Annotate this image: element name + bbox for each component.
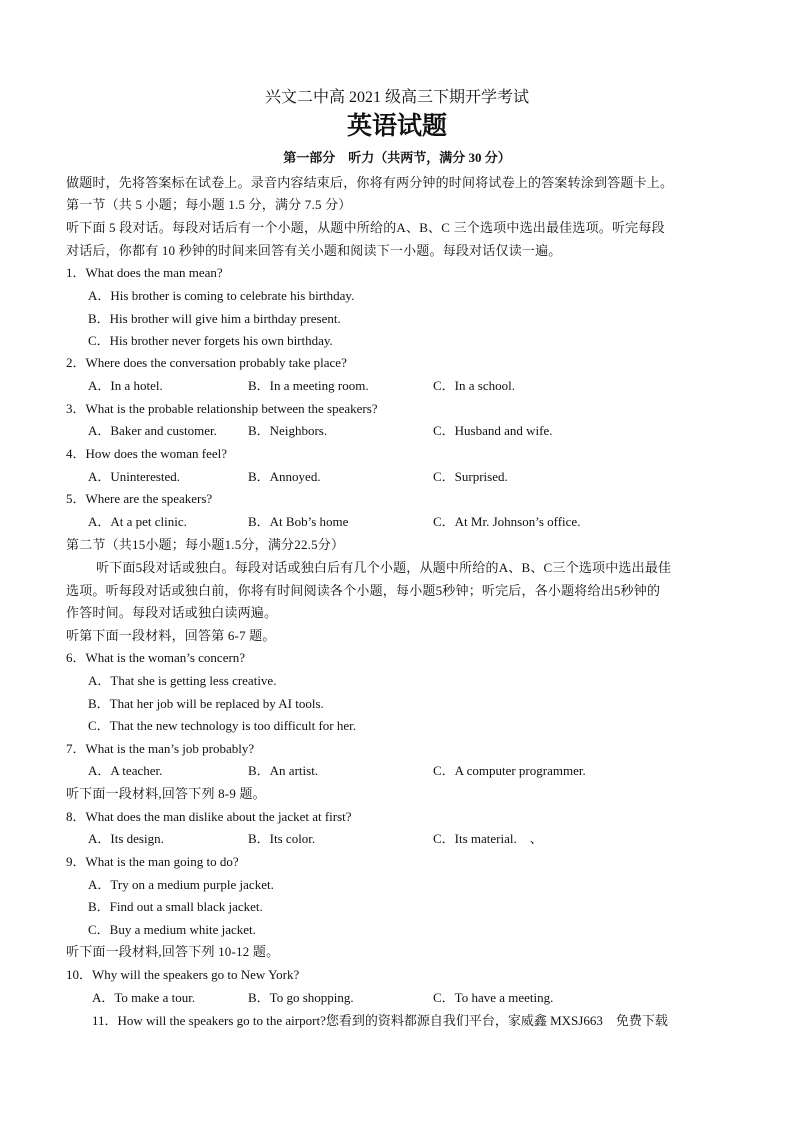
question-text: How will the speakers go to the airport?您看到的资料都源自我们平台，家威鑫 MXSJ663 免费下载 (117, 1013, 668, 1028)
subject-title: 英语试题 (346, 113, 447, 140)
question-9 (66, 851, 239, 870)
question-number: 4． (66, 446, 86, 461)
option-c[interactable]: C．Surprised. (433, 469, 508, 484)
option-b[interactable]: B．Its color. (248, 831, 316, 846)
question-number: 3． (66, 401, 86, 416)
option-c[interactable]: C．That the new technology is too difficult for her. (88, 718, 357, 733)
lead-10-12: 听下面一段材料,回答下列 10-12 题。 (66, 944, 280, 959)
question-5 (66, 488, 212, 507)
option-b[interactable]: B．At Bob’s home (248, 514, 349, 529)
option-a[interactable]: A．To make a tour. (92, 990, 196, 1005)
question-number: 5． (66, 491, 86, 506)
option-b[interactable]: B．To go shopping. (248, 990, 354, 1005)
option-a[interactable]: A．In a hotel. (88, 378, 163, 393)
question-8 (66, 806, 352, 825)
section2-instruction-line2: 选项。听每段对话或独白前，你将有时间阅读各个小题，每小题5秒钟；听完后，各小题将给出5秒钟的 (66, 583, 661, 598)
question-number: 6． (66, 650, 86, 665)
question-number: 11． (92, 1013, 118, 1028)
option-a[interactable]: A．Try on a medium purple jacket. (88, 877, 274, 892)
option-c[interactable]: C．To have a meeting. (433, 990, 554, 1005)
lead-6-7: 听第下面一段材料，回答第 6-7 题。 (66, 628, 276, 643)
option-c[interactable]: C．His brother never forgets his own birthday. (88, 333, 333, 348)
question-text: Why will the speakers go to New York? (92, 967, 300, 982)
option-a[interactable]: A．A teacher. (88, 763, 163, 778)
question-text: What is the probable relationship between the speakers? (85, 401, 378, 416)
question-6 (66, 647, 245, 666)
section1-heading: 第一节（共 5 小题；每小题 1.5 分，满分 7.5 分） (66, 197, 352, 212)
question-text: What does the man dislike about the jacket at first? (85, 809, 352, 824)
section2-instruction-line3: 作答时间。每段对话或独白读两遍。 (66, 605, 278, 620)
part-one-heading: 第一部分 听力（共两节，满分 30 分） (283, 150, 511, 165)
question-text: What does the man mean? (85, 265, 223, 280)
question-11 (92, 1010, 668, 1029)
question-3 (66, 398, 378, 417)
section2-heading: 第二节（共15小题；每小题1.5分，满分22.5分） (66, 537, 345, 552)
option-c[interactable]: C．At Mr. Johnson’s office. (433, 514, 581, 529)
question-text: Where are the speakers? (85, 491, 213, 506)
question-number: 7． (66, 741, 86, 756)
question-1 (66, 262, 223, 281)
option-b[interactable]: B．Find out a small black jacket. (88, 899, 263, 914)
option-c[interactable]: C．Husband and wife. (433, 423, 553, 438)
question-4 (66, 443, 227, 462)
option-b[interactable]: B．An artist. (248, 763, 319, 778)
option-a[interactable]: A．Uninterested. (88, 469, 181, 484)
question-number: 1． (66, 265, 86, 280)
question-text: What is the man’s job probably? (85, 741, 255, 756)
option-c[interactable]: C．Its material. 、 (433, 831, 543, 846)
question-text: What is the woman’s concern? (85, 650, 246, 665)
option-b[interactable]: B．In a meeting room. (248, 378, 369, 393)
school-title: 兴文二中高 2021 级高三下期开学考试 (264, 89, 529, 106)
option-b[interactable]: B．That her job will be replaced by AI tools. (88, 696, 324, 711)
question-text: How does the woman feel? (85, 446, 228, 461)
option-a[interactable]: A．That she is getting less creative. (88, 673, 277, 688)
question-number: 8． (66, 809, 86, 824)
section1-instruction-line2: 对话后，你都有 10 秒钟的时间来回答有关小题和阅读下一小题。每段对话仅读一遍。 (66, 243, 562, 258)
option-a[interactable]: A．His brother is coming to celebrate his birthday. (88, 288, 355, 303)
section2-instruction-line1: 听下面5段对话或独白。每段对话或独白后有几个小题，从题中所给的A、B、C三个选项中选出最佳 (96, 560, 672, 575)
section1-instruction-line1: 听下面 5 段对话。每段对话后有一个小题，从题中所给的A、B、C 三个选项中选出最佳选项。听完每段 (66, 220, 665, 235)
general-instruction: 做题时，先将答案标在试卷上。录音内容结束后，你将有两分钟的时间将试卷上的答案转涂到答题卡上。 (66, 175, 674, 190)
lead-8-9: 听下面一段材料,回答下列 8-9 题。 (66, 786, 266, 801)
option-b[interactable]: B．Neighbors. (248, 423, 328, 438)
question-text: Where does the conversation probably take place? (85, 355, 347, 370)
option-c[interactable]: C．A computer programmer. (433, 763, 586, 778)
question-2 (66, 352, 347, 371)
option-a[interactable]: A．Baker and customer. (88, 423, 217, 438)
option-a[interactable]: A．At a pet clinic. (88, 514, 187, 529)
question-7 (66, 738, 254, 757)
option-c[interactable]: C．In a school. (433, 378, 515, 393)
question-text: What is the man going to do? (85, 854, 239, 869)
option-b[interactable]: B．His brother will give him a birthday present. (88, 311, 341, 326)
option-a[interactable]: A．Its design. (88, 831, 164, 846)
question-number: 10． (66, 967, 93, 982)
question-number: 9． (66, 854, 86, 869)
question-number: 2． (66, 355, 86, 370)
question-10 (66, 964, 299, 983)
option-c[interactable]: C．Buy a medium white jacket. (88, 922, 256, 937)
option-b[interactable]: B．Annoyed. (248, 469, 321, 484)
